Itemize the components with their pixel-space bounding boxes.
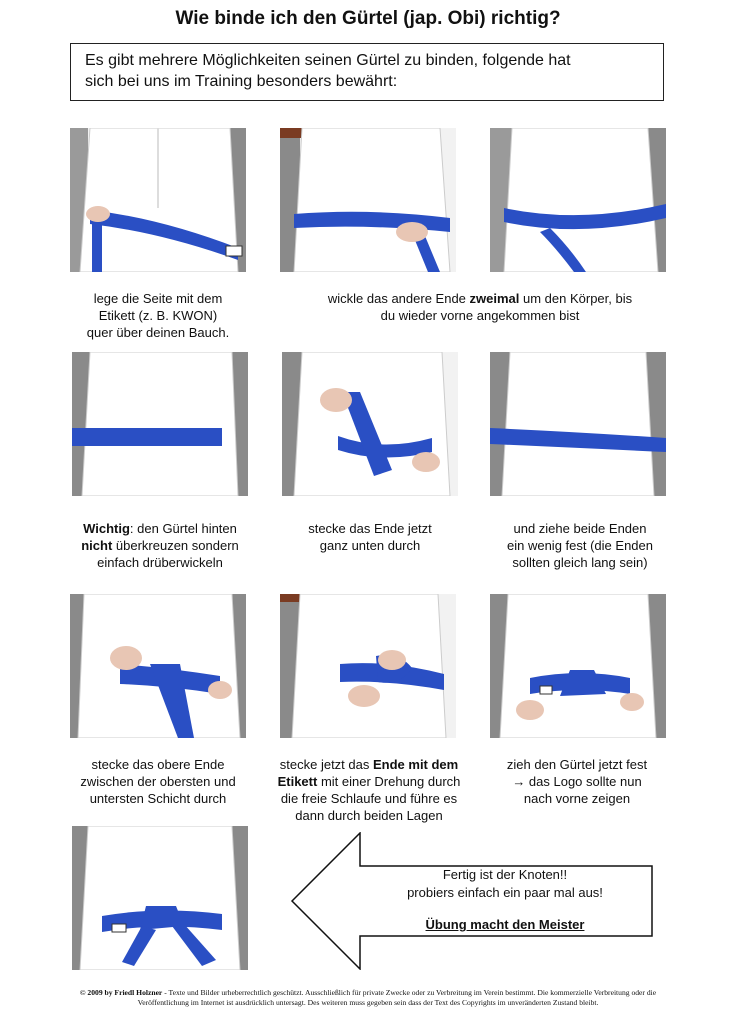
step-8-caption: [264, 756, 474, 824]
step-5-caption: [282, 520, 458, 554]
step-2-text-b: um den Körper, bis: [519, 291, 633, 306]
step-4-text-b: überkreuzen sondern: [112, 538, 239, 553]
step-8-photo: [280, 594, 456, 738]
copyright-footer: [22, 988, 714, 1008]
step-5-photo: [282, 352, 458, 496]
step-2-line-2: du wieder vorne angekommen bist: [380, 308, 580, 323]
step-5-line-1: stecke das Ende jetzt: [308, 521, 432, 536]
step-4-line-1: [62, 520, 258, 537]
footer-line-1: [22, 988, 714, 998]
step-2b-photo: [490, 128, 666, 272]
step-1-photo: [70, 128, 246, 272]
footer-line-2: Veröffentlichung im Internet ist ausdrücklich untersagt. Des weiteren muss gegeben sein dass der Text des Copyrights im unveränderten Zustand bleibt.: [137, 998, 599, 1007]
step-6-line-3: sollten gleich lang sein): [512, 555, 648, 570]
step-9-line-1: zieh den Gürtel jetzt fest: [506, 757, 648, 772]
step-8-emphasis-1: Ende mit dem: [372, 757, 459, 772]
step-9-photo: [490, 594, 666, 738]
step-4-caption: [62, 520, 258, 571]
step-9-caption: [484, 756, 670, 807]
intro-box: [70, 43, 664, 101]
final-knot-photo: [72, 826, 248, 970]
step-8-text-a: stecke jetzt das: [279, 757, 373, 772]
step-6-line-1: und ziehe beide Enden: [513, 521, 647, 536]
step-4-text-a: : den Gürtel hinten: [129, 521, 237, 536]
step-5-line-2: ganz unten durch: [319, 538, 421, 553]
step-2a-photo: [280, 128, 456, 272]
step-6-line-2: ein wenig fest (die Enden: [507, 538, 653, 553]
step-7-line-2: zwischen der obersten und: [80, 774, 236, 789]
step-8-line-1: [264, 756, 474, 773]
final-line-1: Fertig ist der Knoten!!: [442, 867, 568, 882]
step-9-line-3: nach vorne zeigen: [523, 791, 631, 806]
intro-line-1: Es gibt mehrere Möglichkeiten seinen Gürtel zu binden, folgende hat: [85, 52, 571, 69]
step-8-line-4: dann durch beiden Lagen: [295, 808, 443, 823]
step-1-caption: [70, 290, 246, 341]
step-9-line-2: → das Logo sollte nun: [512, 774, 642, 789]
step-8-line-3: die freie Schlaufe und führe es: [280, 791, 458, 806]
step-8-emphasis-2: Etikett: [277, 774, 318, 789]
step-4-emphasis-1: Wichtig: [83, 521, 130, 536]
step-7-caption: [60, 756, 256, 807]
step-1-line-3: quer über deinen Bauch.: [86, 325, 230, 340]
step-7-line-3: untersten Schicht durch: [89, 791, 227, 806]
step-2-emphasis: zweimal: [469, 291, 520, 306]
step-4-photo: [72, 352, 248, 496]
final-motto: Übung macht den Meister: [425, 917, 585, 932]
intro-line-2: sich bei uns im Training besonders bewährt:: [85, 73, 398, 90]
step-2-line-1: [290, 290, 670, 307]
step-7-line-1: stecke das obere Ende: [91, 757, 225, 772]
step-2-caption: [290, 290, 670, 324]
footer-text-1: - Texte und Bilder urheberrechtlich geschützt. Ausschließlich für private Zwecke oder zu Verbreitung im Verein bestimmt. Die kommerzielle Verbreitung oder die: [162, 988, 657, 997]
step-7-photo: [70, 594, 246, 738]
step-1-line-2: Etikett (z. B. KWON): [98, 308, 218, 323]
footer-copyright: © 2009 by Friedl Holzner: [79, 988, 163, 997]
page-title: Wie binde ich den Gürtel (jap. Obi) richtig?: [175, 8, 561, 29]
step-4-emphasis-2: nicht: [81, 538, 113, 553]
step-4-line-3: einfach drüberwickeln: [97, 555, 223, 570]
step-8-line-2: [264, 773, 474, 790]
step-6-caption: [484, 520, 676, 571]
final-line-2: probiers einfach ein paar mal aus!: [407, 885, 603, 900]
step-8-text-b: mit einer Drehung durch: [317, 774, 461, 789]
final-message: [372, 866, 638, 934]
step-4-line-2: [62, 537, 258, 554]
step-2-text-a: wickle das andere Ende: [327, 291, 470, 306]
step-6-photo: [490, 352, 666, 496]
step-1-line-1: lege die Seite mit dem: [93, 291, 223, 306]
